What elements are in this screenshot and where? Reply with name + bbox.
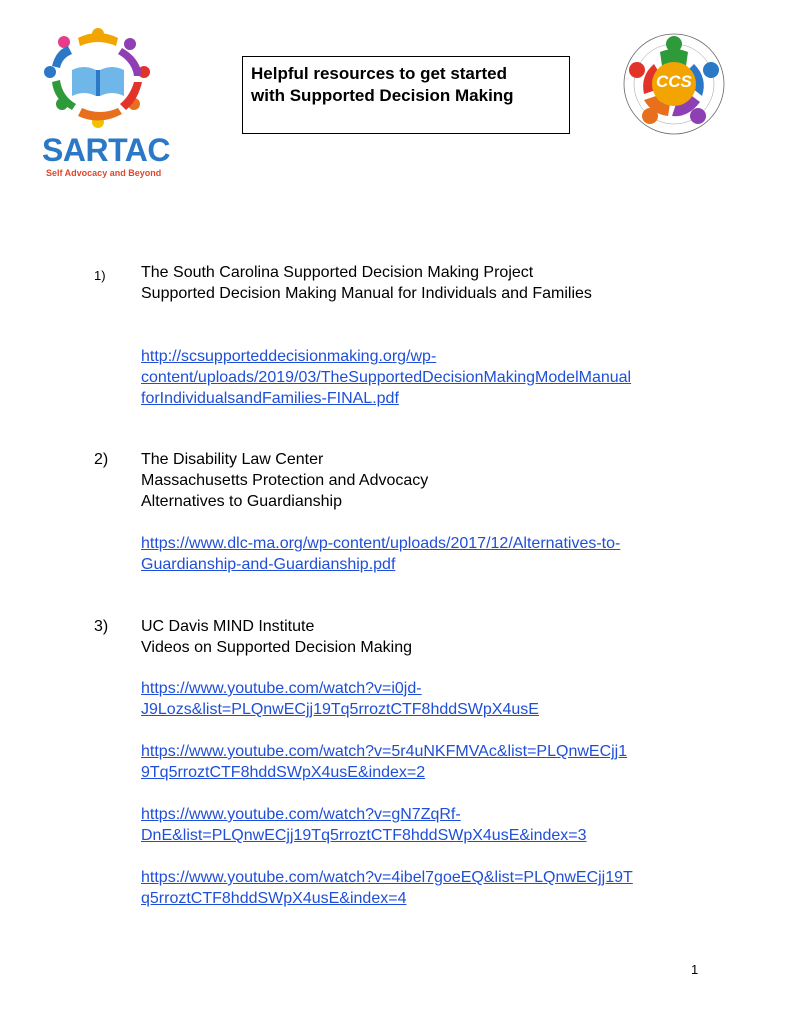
link-line[interactable]: 9Tq5rroztCTF8hddSWpX4usE&index=2 (141, 764, 426, 781)
page-title-line-2: with Supported Decision Making (251, 86, 514, 105)
item-title-line: Massachusetts Protection and Advocacy (141, 472, 429, 489)
item-number: 2) (94, 451, 109, 468)
item-title-line: UC Davis MIND Institute (141, 618, 315, 635)
link-line[interactable]: content/uploads/2019/03/TheSupportedDecisionMakingModelManual (141, 369, 632, 386)
sartac-logo (38, 24, 170, 184)
page-title-line-1: Helpful resources to get started (251, 64, 508, 83)
link-line[interactable]: Guardianship-and-Guardianship.pdf (141, 556, 396, 573)
link-line[interactable]: https://www.youtube.com/watch?v=gN7ZqRf- (141, 806, 461, 823)
sartac-logo-name: SARTAC (42, 132, 170, 168)
item-number: 3) (94, 618, 109, 635)
link-line[interactable]: http://scsupporteddecisionmaking.org/wp- (141, 348, 437, 365)
link-line[interactable]: J9Lozs&list=PLQnwECjj19Tq5rroztCTF8hddSWpX4usE (141, 701, 539, 718)
resource-link[interactable] (141, 346, 631, 409)
item-title-line: The Disability Law Center (141, 451, 324, 468)
ccs-logo-name: CCS (656, 72, 692, 91)
link-line[interactable]: https://www.youtube.com/watch?v=5r4uNKFMVAc&list=PLQnwECjj1 (141, 743, 628, 760)
item-title-line: Supported Decision Making Manual for Individuals and Families (141, 285, 592, 302)
item-number: 1) (94, 268, 106, 283)
link-line[interactable]: forIndividualsandFamilies-FINAL.pdf (141, 390, 399, 407)
item-title-line: Alternatives to Guardianship (141, 493, 342, 510)
sartac-people-book-icon (38, 24, 158, 134)
link-line[interactable]: q5rroztCTF8hddSWpX4usE&index=4 (141, 890, 407, 907)
page-number: 1 (691, 962, 699, 977)
sartac-logo-tagline: Self Advocacy and Beyond (46, 168, 162, 178)
video-link-2[interactable] (141, 741, 627, 783)
item-title-line: Videos on Supported Decision Making (141, 639, 412, 656)
video-link-3[interactable] (141, 804, 587, 846)
link-line[interactable]: https://www.youtube.com/watch?v=i0jd- (141, 680, 422, 697)
resource-link[interactable] (141, 533, 620, 575)
link-line[interactable]: https://www.dlc-ma.org/wp-content/uploads/2017/12/Alternatives-to- (141, 535, 621, 552)
video-link-4[interactable] (141, 867, 633, 909)
ccs-logo (614, 22, 734, 142)
link-line[interactable]: DnE&list=PLQnwECjj19Tq5rroztCTF8hddSWpX4usE&index=3 (141, 827, 587, 844)
video-link-1[interactable] (141, 678, 539, 720)
link-line[interactable]: https://www.youtube.com/watch?v=4ibel7goeEQ&list=PLQnwECjj19T (141, 869, 633, 886)
page-title-box (242, 56, 570, 134)
item-title-line: The South Carolina Supported Decision Making Project (141, 264, 534, 281)
